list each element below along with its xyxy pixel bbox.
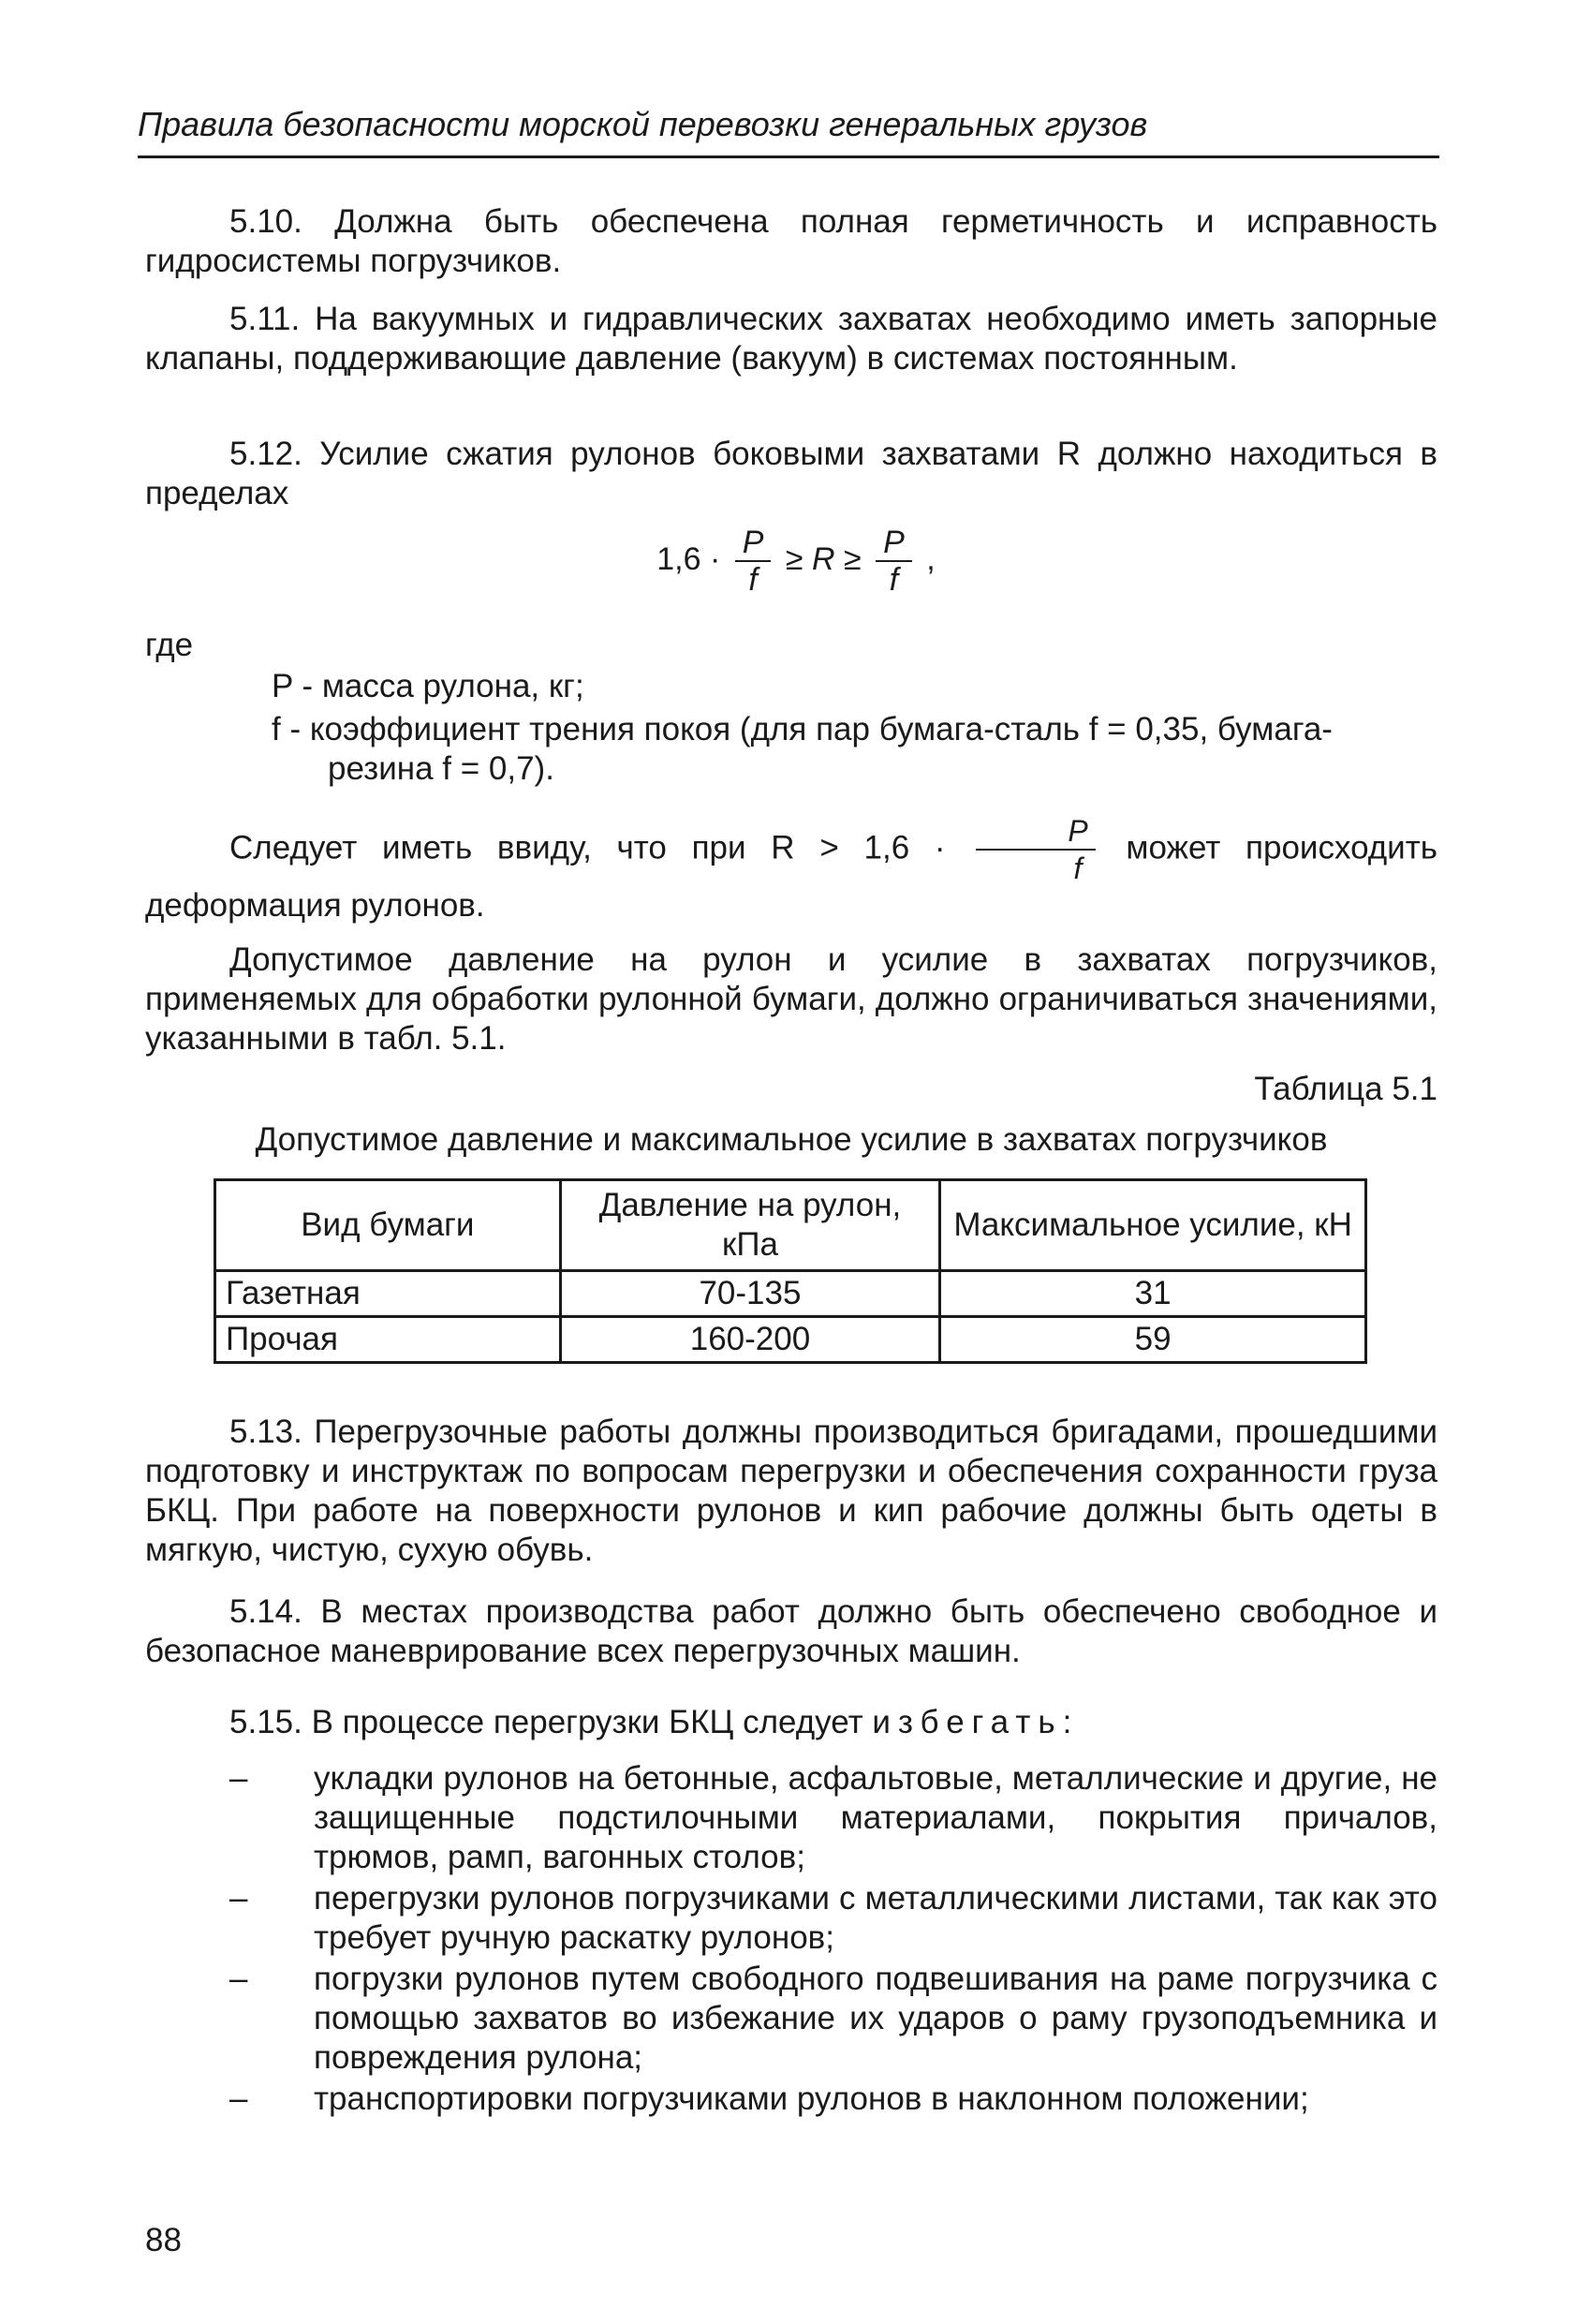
- list-item: [145, 1759, 1437, 1877]
- fraction-numerator: P: [976, 813, 1095, 851]
- paragraph-5-11: 5.11. На вакуумных и гидравлических захватах необходимо иметь запорные клапаны, поддерживающие давление (вакуум) в системах постоянным.: [145, 301, 1437, 377]
- fraction-denominator: f: [748, 562, 758, 598]
- table-cell: Газетная: [215, 1271, 561, 1317]
- formula-fraction-left: [735, 525, 772, 598]
- table-header-cell: Вид бумаги: [215, 1180, 561, 1271]
- table-cell: Прочая: [215, 1317, 561, 1363]
- list-item: [145, 1879, 1437, 1958]
- list-item-text: укладки рулонов на бетонные, асфальтовые, металлические и другие, не защищенные подстилочными материалами, покрытия причалов, трюмов, рамп, вагонных столов;: [314, 1760, 1437, 1875]
- list-dash: –: [229, 1880, 248, 1917]
- formula-relation: ≥ R ≥: [785, 540, 862, 577]
- table-header-cell: Давление на рулон, кПа: [560, 1180, 940, 1271]
- fraction-numerator: P: [876, 525, 912, 562]
- table-header-row: [215, 1180, 1366, 1271]
- avoid-list: [145, 1759, 1437, 2121]
- list-item-text: транспортировки погрузчиками рулонов в наклонном положении;: [314, 2080, 1309, 2117]
- header-rule: [138, 155, 1439, 158]
- paragraph-5-15-emphasis: избегать:: [872, 1704, 1080, 1740]
- table-cell: 70-135: [560, 1271, 940, 1317]
- paragraph-pressure: Допустимое давление на рулон и усилие в захватах погрузчиков, применяемых для обработки рулонной бумаги, должно ограничиваться значениями, указанными в табл. 5.1.: [145, 941, 1437, 1057]
- paragraph-5-15: 5.15. В процессе перегрузки БКЦ следует: [229, 1704, 863, 1740]
- section-5-10: [145, 202, 1437, 281]
- fraction-denominator: f: [889, 562, 899, 598]
- fraction-denominator: f: [1073, 851, 1083, 885]
- table-row: [215, 1271, 1366, 1317]
- section-5-14: [145, 1592, 1437, 1671]
- paragraph-5-10: 5.10. Должна быть обеспечена полная герметичность и исправность гидросистемы погрузчиков.: [145, 203, 1437, 279]
- fraction-numerator: P: [735, 525, 772, 562]
- paragraph-5-14: 5.14. В местах производства работ должно быть обеспечено свободное и безопасное маневрирование всех перегрузочных машин.: [145, 1593, 1437, 1669]
- table-cell: 59: [940, 1317, 1366, 1363]
- formula-coef: 1,6 ·: [656, 540, 721, 577]
- paragraph-5-13: 5.13. Перегрузочные работы должны производиться бригадами, прошедшими подготовку и инструктаж по вопросам перегрузки и обеспечения сохранности груза БКЦ. При работе на поверхности рулонов и кип рабочие должны быть одеты в мягкую, чистую, сухую обувь.: [145, 1414, 1437, 1568]
- list-item-text: погрузки рулонов путем свободного подвешивания на раме погрузчика с помощью захватов во избежание их ударов о раму грузоподъемника и повреждения рулона;: [314, 1961, 1437, 2076]
- table-cell: 31: [940, 1271, 1366, 1317]
- list-dash: –: [229, 1961, 248, 1997]
- table-title: Допустимое давление и максимальное усилие в захватах погрузчиков: [255, 1121, 1328, 1158]
- note-paragraph: [145, 813, 1437, 925]
- paragraph-5-12: 5.12. Усилие сжатия рулонов боковыми захватами R должно находиться в пределах: [145, 436, 1437, 511]
- section-5-13: [145, 1413, 1437, 1570]
- page-number: 88: [145, 2222, 182, 2258]
- note-before: Следует иметь ввиду, что при R > 1,6 ·: [229, 829, 946, 866]
- section-5-15: [145, 1703, 1437, 1742]
- note-fraction: [976, 813, 1095, 886]
- section-5-12: [145, 435, 1437, 513]
- table-row: [215, 1317, 1366, 1363]
- table-cell: 160-200: [560, 1317, 940, 1363]
- running-header: Правила безопасности морской перевозки генеральных грузов: [138, 105, 1148, 143]
- list-item-text: перегрузки рулонов погрузчиками с металлическими листами, так как это требует ручную раскатку рулонов;: [314, 1880, 1437, 1956]
- formula: [0, 525, 1592, 598]
- data-table: [214, 1178, 1367, 1364]
- list-dash: –: [229, 2080, 248, 2117]
- section-5-11: [145, 300, 1437, 378]
- table-header-cell: Максимальное усилие, кН: [940, 1180, 1366, 1271]
- definition-f: f - коэффициент трения покоя (для пар бумага-сталь f = 0,35, бумага-резина f = 0,7).: [272, 711, 1333, 787]
- table-label: Таблица 5.1: [1254, 1071, 1437, 1107]
- list-item: [145, 2080, 1437, 2119]
- section-pressure: [145, 940, 1437, 1058]
- definitions: [272, 667, 1437, 792]
- where-label: где: [145, 627, 194, 663]
- definition-p: P - масса рулона, кг;: [272, 668, 584, 704]
- formula-tail: ,: [926, 540, 936, 577]
- list-dash: –: [229, 1760, 248, 1797]
- note-after: может происходить деформация рулонов.: [145, 829, 1438, 924]
- list-item: [145, 1960, 1437, 2078]
- formula-fraction-right: [876, 525, 912, 598]
